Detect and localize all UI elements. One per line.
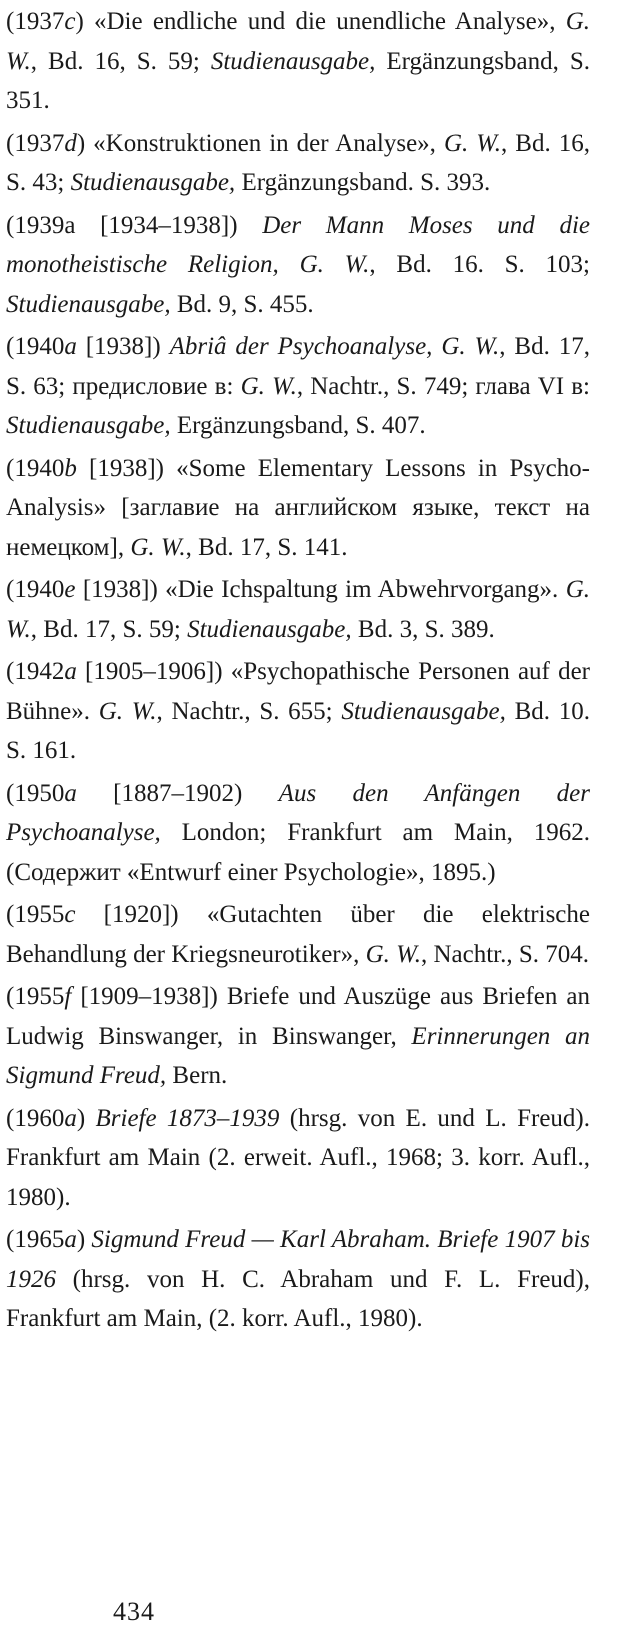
entry-text: (1942 bbox=[6, 658, 65, 685]
entry-italic-text: a bbox=[64, 333, 77, 360]
entry-italic-text: G. W. bbox=[365, 940, 421, 968]
entry-text: Bd. 10. S. 161. bbox=[6, 697, 590, 764]
entry-italic-text: Der Mann Moses und die monotheistische Religion, G. W. bbox=[6, 211, 590, 278]
entry-text: Ergänzungsband. S. 393. bbox=[235, 169, 491, 196]
entry-italic-text: c bbox=[64, 901, 76, 928]
entry-text: [1938]) «Some Elementary Lessons in Psycho-Analysis» [заглавие на английском языке, текст на немецком], bbox=[6, 454, 590, 561]
entry-italic-text: Studienausgabe, bbox=[6, 412, 171, 439]
entry-italic-text: Abriâ der Psychoanalyse, G. W. bbox=[169, 333, 500, 360]
entry-text: , Nachtr., S. 704. bbox=[420, 940, 590, 968]
entry-italic-text: G. W. bbox=[443, 129, 502, 157]
bibliography-page bbox=[6, 2, 590, 1342]
entry-text: (1937 bbox=[6, 129, 65, 157]
entry-text: ) «Konstruktionen in der Analyse», bbox=[76, 129, 444, 157]
entry-text: (1940 bbox=[6, 576, 65, 603]
bibliography-entry bbox=[6, 1099, 590, 1218]
entry-italic-text: Studienausgabe, bbox=[341, 697, 506, 725]
bibliography-entry bbox=[6, 774, 590, 893]
page-number: 434 bbox=[113, 1597, 155, 1626]
entry-text: Ergänzungsband, S. 407. bbox=[170, 412, 426, 439]
entry-text: , Bd. 17, S. 141. bbox=[185, 533, 348, 561]
entry-text: (1940 bbox=[6, 454, 65, 482]
entry-text: (hrsg. von E. und L. Freud). Frankfurt am Main (2. erweit. Aufl., 1968; 3. korr. Aufl., 1980). bbox=[6, 1104, 590, 1211]
entry-text: ) «Die endliche und die unendliche Analyse», bbox=[75, 8, 566, 35]
entry-text: (1937 bbox=[6, 8, 65, 35]
entry-text: (1939a [1934–1938]) bbox=[6, 211, 263, 239]
entry-text: , Bd. 16, S. 43; bbox=[6, 129, 590, 196]
entry-text: (1955 bbox=[6, 983, 65, 1010]
bibliography-entry bbox=[6, 570, 590, 649]
entry-italic-text: c bbox=[64, 8, 76, 35]
entry-italic-text: a bbox=[64, 1226, 77, 1253]
entry-text: [1909–1938]) Briefe und Auszüge aus Briefen an Ludwig Binswanger, in Binswanger, bbox=[6, 983, 590, 1050]
entry-text: [1938]) bbox=[76, 333, 170, 360]
entry-italic-text: Briefe 1873–1939 bbox=[95, 1104, 280, 1132]
entry-text: (1960 bbox=[6, 1104, 65, 1132]
entry-text: Bd. 9, S. 455. bbox=[170, 290, 314, 318]
entry-text: [1887–1902) bbox=[76, 779, 279, 807]
entry-text: Ergänzungsband, S. 351. bbox=[6, 47, 590, 114]
entry-italic-text: Studienausgabe, bbox=[210, 47, 376, 75]
entry-text: (1940 bbox=[6, 333, 65, 360]
bibliography-entry bbox=[6, 1220, 590, 1339]
entry-italic-text: Erinnerungen an Sigmund Freud, bbox=[6, 1022, 591, 1089]
entry-text: , Bd. 17, S. 59; bbox=[30, 615, 188, 643]
entry-text: , Bd. 17, S. 63; предисловие в: bbox=[6, 333, 590, 400]
entry-italic-text: G. W. bbox=[6, 8, 590, 75]
entry-text: (1950 bbox=[6, 779, 65, 807]
entry-text: (1955 bbox=[6, 901, 65, 928]
entry-italic-text: f bbox=[64, 983, 72, 1010]
bibliography-entry bbox=[6, 895, 590, 974]
entry-text: [1938]) «Die Ichspaltung im Abwehrvorgang». bbox=[75, 576, 566, 603]
entry-text: ) bbox=[76, 1104, 96, 1132]
entry-text: (hrsg. von H. C. Abraham und F. L. Freud), Frankfurt am Main, (2. korr. Aufl., 1980). bbox=[6, 1265, 590, 1332]
bibliography-entry bbox=[6, 327, 590, 446]
entry-italic-text: Studienausgabe, bbox=[187, 615, 352, 643]
entry-italic-text: Sigmund Freud — Karl Abraham. Briefe 1907 bis 1926 bbox=[6, 1226, 591, 1293]
entry-italic-text: Studienausgabe, bbox=[6, 290, 171, 318]
entry-italic-text: G. W. bbox=[98, 697, 157, 725]
entry-text: [1905–1906]) «Psychopathische Personen auf der Bühne». bbox=[6, 658, 590, 725]
entry-italic-text: Aus den Anfängen der Psychoanalyse, bbox=[6, 779, 590, 846]
entry-text: , Bd. 16, S. 59; bbox=[30, 47, 211, 75]
entry-italic-text: G. W. bbox=[6, 576, 590, 643]
bibliography-list bbox=[6, 2, 590, 1339]
entry-text: Bd. 3, S. 389. bbox=[351, 615, 495, 643]
entry-italic-text: e bbox=[64, 576, 76, 603]
entry-italic-text: b bbox=[64, 454, 77, 482]
entry-text: London; Frankfurt am Main, 1962. (Содержит «Entwurf einer Psychologie», 1895.) bbox=[6, 819, 590, 886]
entry-text: , Bd. 16. S. 103; bbox=[369, 251, 590, 278]
entry-text: (1965 bbox=[6, 1226, 65, 1253]
entry-italic-text: a bbox=[64, 658, 77, 685]
entry-italic-text: a bbox=[64, 1104, 77, 1132]
entry-text: , Nachtr., S. 655; bbox=[156, 697, 342, 725]
bibliography-entry bbox=[6, 2, 590, 121]
bibliography-entry bbox=[6, 977, 590, 1096]
entry-italic-text: Studienausgabe, bbox=[70, 169, 236, 196]
entry-italic-text: a bbox=[64, 779, 77, 807]
bibliography-entry bbox=[6, 449, 590, 568]
entry-italic-text: G. W. bbox=[240, 372, 297, 400]
entry-text: ) bbox=[76, 1226, 92, 1253]
bibliography-entry bbox=[6, 652, 590, 771]
bibliography-entry bbox=[6, 124, 590, 203]
entry-text: , Nachtr., S. 749; глава VI в: bbox=[296, 372, 591, 400]
entry-text: [1920]) «Gutachten über die elektrische Behandlung der Kriegsneurotiker», bbox=[6, 901, 590, 968]
entry-italic-text: G. W. bbox=[130, 533, 186, 561]
bibliography-entry bbox=[6, 206, 590, 325]
entry-text: Bern. bbox=[166, 1062, 228, 1089]
entry-italic-text: d bbox=[64, 129, 77, 157]
